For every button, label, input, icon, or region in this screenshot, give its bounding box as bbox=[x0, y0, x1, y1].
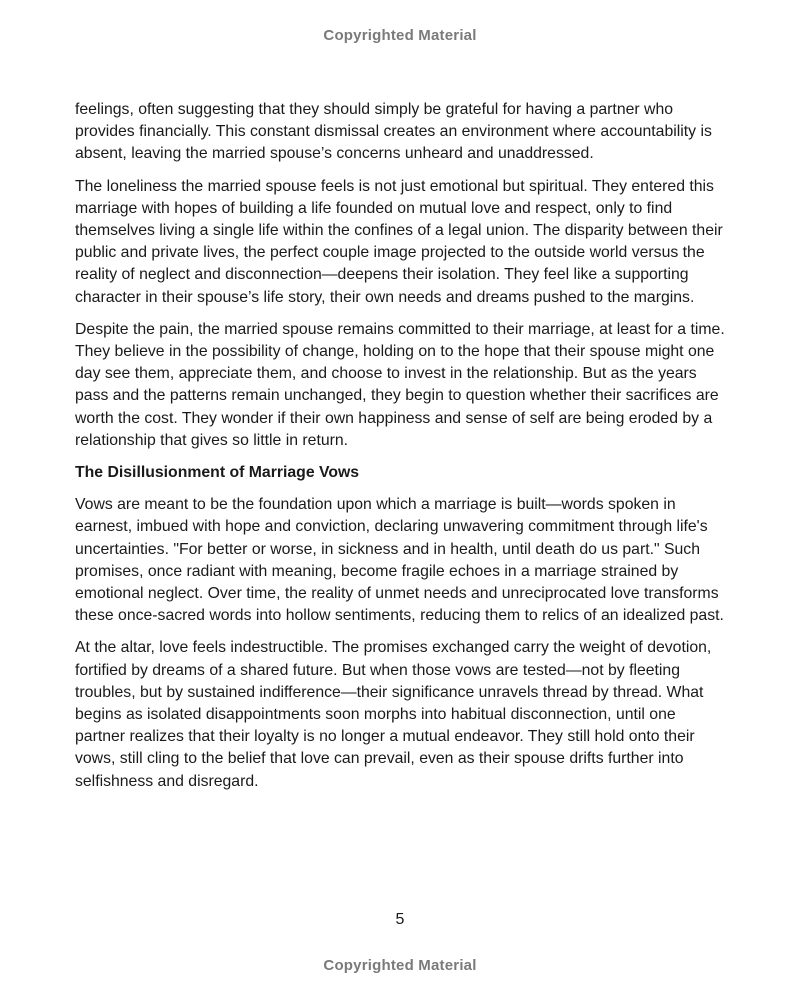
paragraph: Despite the pain, the married spouse remains committed to their marriage, at least for a time. They believe in the possibility of change, holding on to the hope that their spouse might one day see them, appreciate them, and choose to invest in the relationship. But as the years pass and the patterns remain unchanged, they begin to question whether their sacrifices are worth the cost. They wonder if their own happiness and sense of self are being eroded by a relationship that gives so little in return. bbox=[75, 320, 725, 449]
copyright-watermark-top: Copyrighted Material bbox=[323, 27, 477, 44]
paragraph: At the altar, love feels indestructible. The promises exchanged carry the weight of devotion, fortified by dreams of a shared future. But when those vows are tested—not by fleeting troubles, but by sustained indifference—their significance unravels thread by thread. What begins as isolated disappointments soon morphs into habitual disconnection, until one partner realizes that their loyalty is no longer a mutual endeavor. They still hold onto their vows, still cling to the belief that love can prevail, even as their spouse drifts further into selfishness and disregard. bbox=[75, 639, 712, 790]
paragraph: Vows are meant to be the foundation upon which a marriage is built—words spoken in earnest, imbued with hope and conviction, declaring unwavering commitment through life's uncertainties. "For better or worse, in sickness and in health, until death do us part." Such promises, once radiant with meaning, become fragile echoes in a marriage strained by emotional neglect. Over time, the reality of unmet needs and unreciprocated love transforms these once-sacred words into hollow sentiments, reducing them to relics of an idealized past. bbox=[75, 496, 724, 625]
page-body bbox=[75, 99, 725, 803]
paragraph: feelings, often suggesting that they should simply be grateful for having a partner who provides financially. This constant dismissal creates an environment where accountability is absent, leaving the married spouse’s concerns unheard and unaddressed. bbox=[75, 101, 712, 163]
paragraph: The loneliness the married spouse feels is not just emotional but spiritual. They entered this marriage with hopes of building a life founded on mutual love and respect, only to find themselves living a single life within the confines of a legal union. The disparity between their public and private lives, the perfect couple image projected to the outside world versus the reality of neglect and disconnection—deepens their isolation. They feel like a supporting character in their spouse’s life story, their own needs and dreams pushed to the margins. bbox=[75, 177, 723, 306]
copyright-watermark-bottom: Copyrighted Material bbox=[323, 957, 477, 974]
page-number: 5 bbox=[395, 911, 405, 928]
section-heading: The Disillusionment of Marriage Vows bbox=[75, 464, 360, 482]
